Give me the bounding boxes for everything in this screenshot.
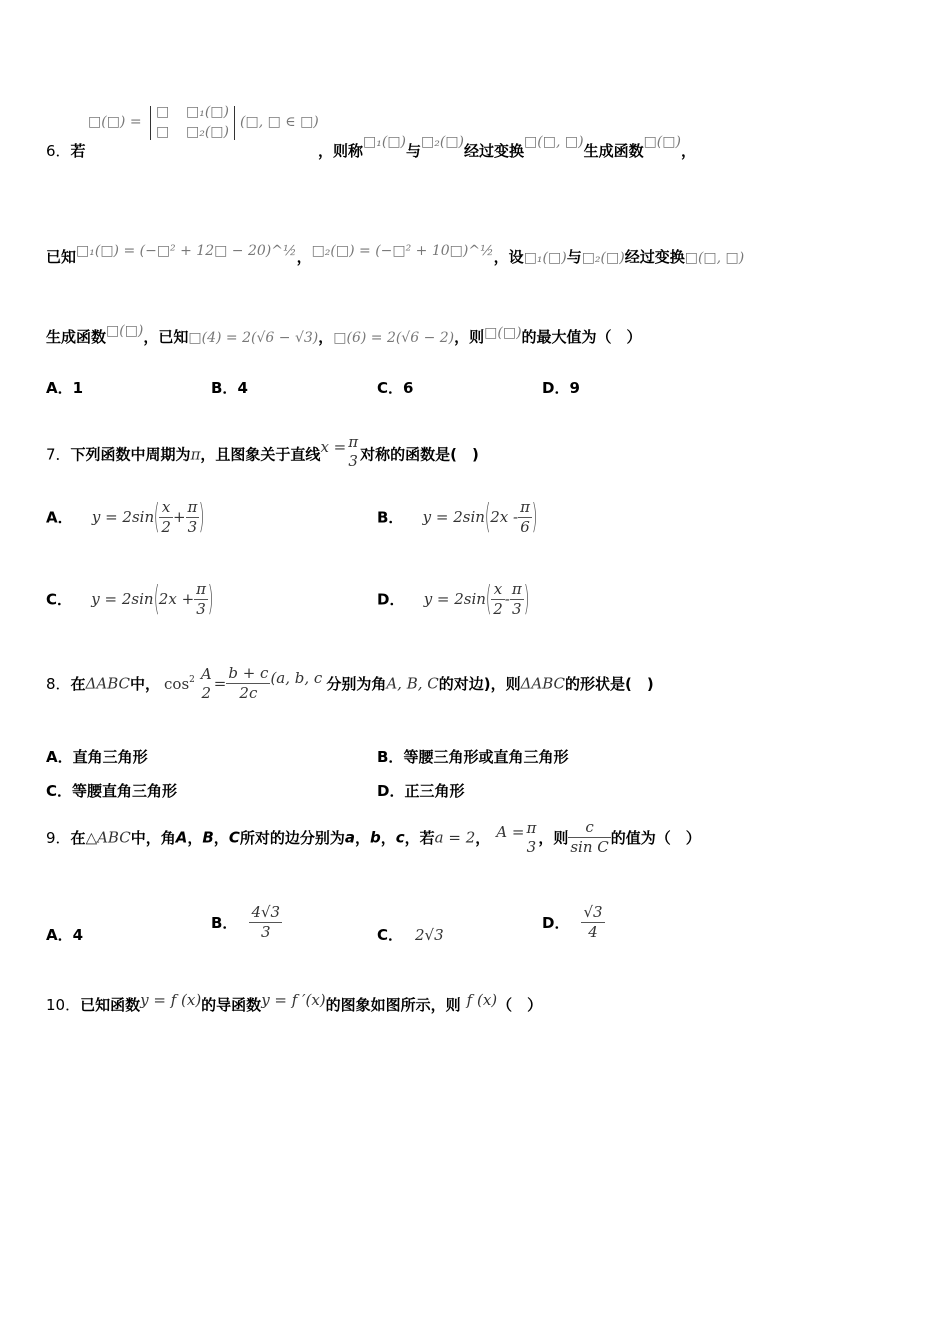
q6-number: 6． <box>46 142 71 160</box>
q9-b: b <box>369 828 381 847</box>
q7-frac-den: 3 <box>348 452 358 470</box>
q6-if: 若 <box>70 142 86 160</box>
q6-line-2 <box>46 243 745 267</box>
q6-option-b-label: B． <box>211 379 238 397</box>
q7-option-a-frac1 <box>159 498 173 537</box>
q8-frac-bc-den: 2c <box>239 684 258 702</box>
q8-option-a-label: A． <box>46 748 73 766</box>
q9-c1: ， <box>187 829 203 847</box>
q6-set: ，设 <box>493 248 524 266</box>
q9-a-eq: a = 2 <box>434 828 476 847</box>
q7-option-a-frac2 <box>186 498 200 537</box>
q8-frac-a2 <box>199 665 214 703</box>
q10-text3: 的图象如图所示，则 <box>325 996 461 1014</box>
q9-A: A <box>175 828 188 847</box>
q6-T: □(□, □) <box>524 134 584 150</box>
q9-frac-pi3 <box>524 819 538 857</box>
q8-option-c-value: 等腰直角三角形 <box>72 782 178 800</box>
q6-option-d-value: 9 <box>569 379 580 397</box>
q7-option-a-den2: 3 <box>187 517 198 536</box>
q8-text2: 中， <box>130 675 161 693</box>
q9-c4: ， <box>380 829 396 847</box>
q9-option-d[interactable] <box>542 903 605 942</box>
q9-option-a-value: 4 <box>72 926 84 944</box>
q6-option-d[interactable] <box>542 377 580 398</box>
q9-c2: ， <box>213 829 229 847</box>
q7-frac-num: π <box>348 433 359 451</box>
q7-option-d-label: D． <box>377 590 405 609</box>
q8-frac-2: 2 <box>201 683 212 702</box>
q8-cos: cos <box>164 674 190 693</box>
q8-triangle2: ΔABC <box>520 674 566 693</box>
q7-number: 7． <box>46 445 71 464</box>
q9-option-a[interactable] <box>46 924 83 945</box>
q10-fprime: y = f ′(x) <box>261 991 326 1009</box>
q8-text4: 的对边)，则 <box>438 675 521 693</box>
q9-c: c <box>395 828 405 847</box>
q8-option-d-label: D． <box>377 782 405 800</box>
q6-sep: ， <box>296 248 312 266</box>
q9-B: B <box>202 828 214 847</box>
q6-cond1: □(4) = 2(√6 − √3) <box>188 330 319 346</box>
q6-line-1b <box>318 134 696 161</box>
q10-stem <box>46 991 543 1015</box>
q9-option-b[interactable] <box>211 903 282 942</box>
q6-mat-r2c1: □ <box>156 124 170 140</box>
q7-stem <box>46 433 479 474</box>
q7-option-a-num2: π <box>187 497 198 516</box>
q7-option-b-label: B． <box>377 508 404 527</box>
q6-def-rhs: (□, □ ∈ □) <box>240 114 319 130</box>
q8-frac-bc <box>226 664 270 703</box>
q6-det-right-bar <box>234 106 235 140</box>
q8-abc: (a, b, c <box>270 668 323 687</box>
q8-text1: 在 <box>70 675 86 693</box>
q9-C: C <box>228 828 240 847</box>
q6-f2: □₂(□) <box>421 134 465 150</box>
q7-option-c-label: C． <box>46 590 73 609</box>
q10-f: y = f (x) <box>140 991 202 1009</box>
q6-ask: 的最大值为（ ） <box>521 328 642 346</box>
q8-option-c-label: C． <box>46 782 73 800</box>
q10-fx: f (x) <box>466 991 498 1009</box>
q6-option-b-value: 4 <box>237 379 248 397</box>
q9-stem <box>46 818 701 857</box>
q7-option-a-rparen: ) <box>199 497 205 537</box>
q8-option-b[interactable] <box>377 746 568 767</box>
q6-sep2: ， <box>318 328 334 346</box>
q7-option-d-frac1 <box>491 580 505 619</box>
q9-text6: 的值为（ ） <box>610 829 701 847</box>
q6-comma: ， <box>680 142 696 160</box>
q6-via: 经过变换 <box>464 142 525 160</box>
q6-option-c[interactable] <box>377 377 413 398</box>
q10-text2: 的导函数 <box>201 996 262 1014</box>
q7-text2: ，且图象关于直线 <box>200 445 321 464</box>
q6-then: ，则 <box>454 328 485 346</box>
q8-option-d-value: 正三角形 <box>404 782 465 800</box>
q8-option-b-label: B． <box>377 748 404 766</box>
q7-option-c-lparen: ( <box>153 579 160 619</box>
q6-option-c-label: C． <box>377 379 404 397</box>
q6-f2b: □₂(□) <box>581 250 625 266</box>
q6-f1-def: □₁(□) = (−□² + 12□ − 20)^½ <box>76 243 297 259</box>
q6-option-a-value: 1 <box>72 379 84 397</box>
q6-text-call: ，则称 <box>318 142 364 160</box>
q8-option-d[interactable] <box>377 780 464 801</box>
q7-text1: 下列函数中周期为 <box>70 445 191 464</box>
q9-frac-pi: π <box>526 818 537 837</box>
q9-text3: 所对的边分别为 <box>239 829 345 847</box>
q8-option-a-value: 直角三角形 <box>72 748 148 766</box>
q10-text1: 已知函数 <box>80 996 141 1014</box>
q9-A-eq: A = <box>496 822 525 841</box>
q8-frac-bc-num: b + c <box>228 664 269 682</box>
q9-text1: 在 <box>70 829 86 847</box>
q7-option-c-lhs: y = 2sin <box>91 590 154 608</box>
q7-option-d-lhs: y = 2sin <box>423 590 486 608</box>
q7-pi: π <box>190 445 201 464</box>
q7-option-b-lparen: ( <box>484 497 491 537</box>
q8-option-b-value: 等腰三角形或直角三角形 <box>403 748 569 766</box>
q7-option-d-lparen: ( <box>485 579 492 619</box>
q7-option-b[interactable] <box>377 497 537 537</box>
q6-phi3: □(□) <box>484 325 522 341</box>
q6-mat-r2c2: □₂(□) <box>186 124 229 140</box>
q6-phi: □(□) <box>643 134 681 150</box>
q9-option-b-frac <box>249 903 282 942</box>
q6-phi2: □(□) <box>106 323 144 339</box>
q6-cond2: □(6) = 2(√6 − 2) <box>333 330 455 346</box>
q8-ABC: A, B, C <box>386 674 439 693</box>
q7-option-b-den: 6 <box>520 517 530 536</box>
q7-option-a-den1: 2 <box>161 517 171 536</box>
q6-known: 已知 <box>46 248 77 266</box>
q8-text3: 分别为角 <box>326 675 387 693</box>
q7-option-c-num: π <box>196 579 206 598</box>
q9-option-b-label: B． <box>211 914 238 932</box>
q6-option-d-label: D． <box>542 379 570 397</box>
q9-a: a <box>344 828 355 847</box>
q9-text4: ，若 <box>404 829 435 847</box>
q9-option-b-den: 3 <box>260 923 271 941</box>
q9-option-d-den: 4 <box>588 923 598 941</box>
q8-option-a[interactable] <box>46 746 148 767</box>
q8-number: 8． <box>46 675 71 693</box>
q9-c3: ， <box>354 829 370 847</box>
q6-option-a-label: A． <box>46 379 73 397</box>
q6-known2: ，已知 <box>143 328 189 346</box>
q6-via2: 经过变换 <box>624 248 685 266</box>
q8-frac-a: A <box>200 664 212 683</box>
q8-sq: 2 <box>189 675 195 685</box>
q6-and: 与 <box>406 142 422 160</box>
q6-f1b: □₁(□) <box>523 250 567 266</box>
q6-det-left-bar <box>150 106 151 140</box>
q9-frac-sinc: sin C <box>570 838 609 856</box>
q9-option-c-label: C． <box>377 926 404 944</box>
q9-option-b-num: 4√3 <box>251 903 281 921</box>
q7-option-d-num1: x <box>491 580 505 600</box>
q9-c5: ， <box>475 829 491 847</box>
q8-triangle: ΔABC <box>85 674 131 693</box>
q7-option-c-den: 3 <box>196 599 206 618</box>
q7-option-a-lhs: y = 2sin <box>91 508 155 526</box>
q7-option-d-frac2 <box>510 580 524 619</box>
q10-text4: （ ） <box>497 996 543 1014</box>
q6-mat-r1c1: □ <box>156 104 170 120</box>
q6-option-c-value: 6 <box>403 379 414 397</box>
q7-option-b-rparen: ) <box>531 497 538 537</box>
q7-option-c-inner: 2x + <box>158 590 195 608</box>
q7-frac-pi3 <box>346 433 360 471</box>
q9-triangle: △ABC <box>85 828 131 847</box>
q9-option-c-value: 2√3 <box>415 926 444 944</box>
q7-option-a-op: + <box>172 508 186 526</box>
q7-text3: 对称的函数是( ) <box>360 445 479 464</box>
q6-gen2: 生成函数 <box>46 328 107 346</box>
q9-option-c[interactable] <box>377 924 444 945</box>
q6-gen: 生成函数 <box>583 142 644 160</box>
q7-option-b-lhs: y = 2sin <box>422 508 485 526</box>
q7-option-b-inner: 2x - <box>490 508 519 526</box>
q6-option-a[interactable] <box>46 377 83 398</box>
q9-option-d-label: D． <box>542 914 570 932</box>
q6-def-lhs: □(□) = <box>88 114 142 130</box>
q9-option-a-label: A． <box>46 926 73 944</box>
q7-option-d-den2: 3 <box>512 599 522 618</box>
q9-text5: ，则 <box>538 829 569 847</box>
q6-T2: □(□, □) <box>684 250 745 266</box>
q6-f1: □₁(□) <box>363 134 407 150</box>
q7-option-b-frac <box>518 498 532 537</box>
q7-option-d-rparen: ) <box>523 579 530 619</box>
q8-eq: = <box>213 674 227 693</box>
q9-frac-3: 3 <box>526 837 537 856</box>
q9-option-d-num: √3 <box>583 903 603 921</box>
q7-option-d-den1: 2 <box>493 599 503 618</box>
q7-option-c-rparen: ) <box>207 579 214 619</box>
q7-option-a-num1: x <box>159 498 173 518</box>
q9-text2: 中，角 <box>130 829 176 847</box>
q8-text5: 的形状是( ) <box>565 675 654 693</box>
q7-option-c[interactable] <box>46 579 213 619</box>
q7-option-c-frac <box>194 580 208 619</box>
q9-frac-c-sinc <box>568 818 610 857</box>
q7-option-b-num: π <box>520 497 530 516</box>
q9-number: 9． <box>46 829 71 847</box>
q7-x-eq: x = <box>320 437 347 456</box>
q6-option-b[interactable] <box>211 377 248 398</box>
q7-option-a-label: A． <box>46 508 73 527</box>
q6-line-1 <box>46 140 86 161</box>
q7-option-d[interactable] <box>377 579 529 619</box>
q8-stem <box>46 664 654 703</box>
q6-line-3 <box>46 323 642 347</box>
q8-option-c[interactable] <box>46 780 177 801</box>
q6-f2-def: □₂(□) = (−□² + 10□)^½ <box>311 243 494 259</box>
q6-mat-r1c2: □₁(□) <box>186 104 229 120</box>
q6-and2: 与 <box>566 248 582 266</box>
q7-option-d-op: - <box>504 590 510 608</box>
q7-option-d-num2: π <box>511 579 522 598</box>
q9-frac-c: c <box>568 818 610 838</box>
q7-option-a[interactable] <box>46 497 205 537</box>
q7-option-a-lparen: ( <box>153 497 160 537</box>
q9-option-d-frac <box>581 903 604 942</box>
q10-number: 10． <box>46 996 81 1014</box>
